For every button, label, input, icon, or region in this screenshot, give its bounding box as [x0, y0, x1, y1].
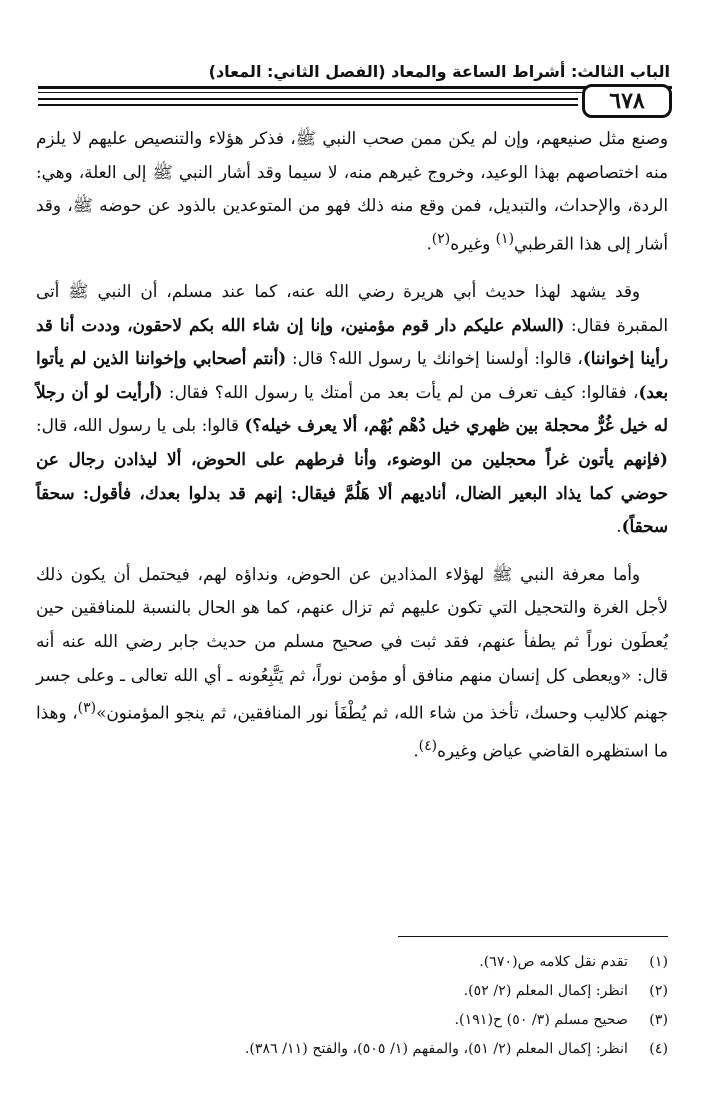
hadith-quote-4: (فإنهم يأتون غراً محجلين من الوضوء، وأنا فرطهم على الحوض، ألا ليذادن رجال عن حوضي كما يذاد البعير الضال، أناديهم ألا هَلُمَّ فيقال: إنهم قد بدلوا بعدك، فأقول: سحقاً سحقاً)	[36, 448, 668, 537]
paragraph-2-text-3: ، فقالوا: كيف تعرف من لم يأت بعد من أمتك يا رسول الله؟ فقال:	[162, 381, 639, 402]
paragraph-1-text: وصنع مثل صنيعهم، وإن لم يكن ممن صحب النبي ﷺ، فذكر هؤلاء والتنصيص عليهم لا يلزم منه اختصاصهم بهذا الوعيد، وخروج غيرهم منه، لا سيما وقد أشار النبي ﷺ إلى العلة، وهي: الردة، والإحداث، والتبديل، فمن وقع منه ذلك فهو من المتوعدين بالذود عن حوضه ﷺ، وقد أشار إلى هذا القرطبي	[36, 128, 668, 254]
paragraph-2-text: وقد يشهد لهذا حديث أبي هريرة رضي الله عنه، كما عند مسلم، أن النبي ﷺ أتى المقبرة فقال:	[36, 280, 668, 335]
footnotes	[36, 948, 668, 1064]
paragraph-2-text-4: قالوا: بلى يا رسول الله، قال:	[36, 415, 245, 436]
paragraph-2	[36, 275, 668, 544]
paragraph-2-text-2: ، قالوا: أولسنا إخوانك يا رسول الله؟ قال:	[286, 348, 583, 369]
paragraph-3-text: وأما معرفة النبي ﷺ لهؤلاء المذادين عن الحوض، ونداؤه لهم، فيحتمل أن يكون ذلك لأجل الغرة والتحجيل التي تكون عليهم ثم تزال عنهم، كما هو الحال بالنسبة للمنافقين حين يُعطَون نوراً ثم يطفأ عنهم، فقد ثبت في صحيح مسلم من حديث جابر رضي الله عنه أنه قال: «ويعطى كل إنسان منهم منافق أو مؤمن نوراً، ثم يَتَّبِعُونه ـ أي الله تعالى ـ وعلى جسر جهنم كلاليب وحسك، تأخذ من شاء الله، ثم يُطْفَأ نور المنافقين، ثم ينجو المؤمنون»	[36, 563, 668, 723]
footnote-text: تقدم نقل كلامه ص(٦٧٠).	[479, 954, 628, 970]
paragraph-3-end: .	[413, 740, 419, 761]
footnote-ref-3: (٣)	[77, 700, 97, 717]
hadith-quote-2: (أنتم أصحابي وإخواننا الذين لم يأتوا بعد)	[36, 348, 668, 402]
footnote-ref-1: (١)	[495, 230, 515, 247]
footnote-number: (٤)	[649, 1041, 668, 1057]
paragraph-3-text-2: ، وهذا ما استظهره القاضي عياض وغيره	[36, 702, 668, 761]
running-header-title: الباب الثالث: أشراط الساعة والمعاد (الفصل الثاني: المعاد)	[208, 62, 670, 81]
footnote-separator	[398, 936, 668, 937]
page-number-ornament	[38, 98, 578, 110]
footnote	[36, 1035, 668, 1064]
page-number: ٦٧٨	[582, 84, 672, 118]
footnote-text: صحيح مسلم (٣/ ٥٠) ح(١٩١).	[454, 1012, 628, 1028]
footnote	[36, 1006, 668, 1035]
footnote	[36, 948, 668, 977]
footnote-text: انظر: إكمال المعلم (٢/ ٥٢).	[463, 983, 628, 999]
paragraph-2-end: .	[616, 516, 622, 537]
paragraph-3	[36, 558, 668, 769]
header-rule-thick	[38, 86, 672, 89]
footnote-text: انظر: إكمال المعلم (٢/ ٥١)، والمفهم (١/ ٥٠٥)، والفتح (١١/ ٣٨٦).	[244, 1041, 628, 1057]
main-text	[36, 122, 668, 768]
footnote-number: (٢)	[649, 983, 668, 999]
paragraph-1	[36, 122, 668, 261]
footnote-ref-2: (٢)	[431, 230, 451, 247]
hadith-quote-1: (السلام عليكم دار قوم مؤمنين، وإنا إن شاء الله بكم لاحقون، وددت أنا قد رأينا إخواننا)	[36, 314, 668, 369]
paragraph-1-text-2: وغيره	[450, 233, 496, 254]
footnote	[36, 977, 668, 1006]
hadith-quote-3: (أرأيت لو أن رجلاً له خيل غُرٌّ محجلة بين ظهري خيل دُهْم بُهْم، ألا يعرف خيله؟)	[36, 381, 668, 436]
footnote-ref-4: (٤)	[418, 738, 438, 755]
paragraph-1-end: .	[426, 233, 432, 254]
header-rule-thin	[38, 92, 672, 93]
footnote-number: (١)	[649, 954, 668, 970]
footnote-number: (٣)	[649, 1012, 668, 1028]
